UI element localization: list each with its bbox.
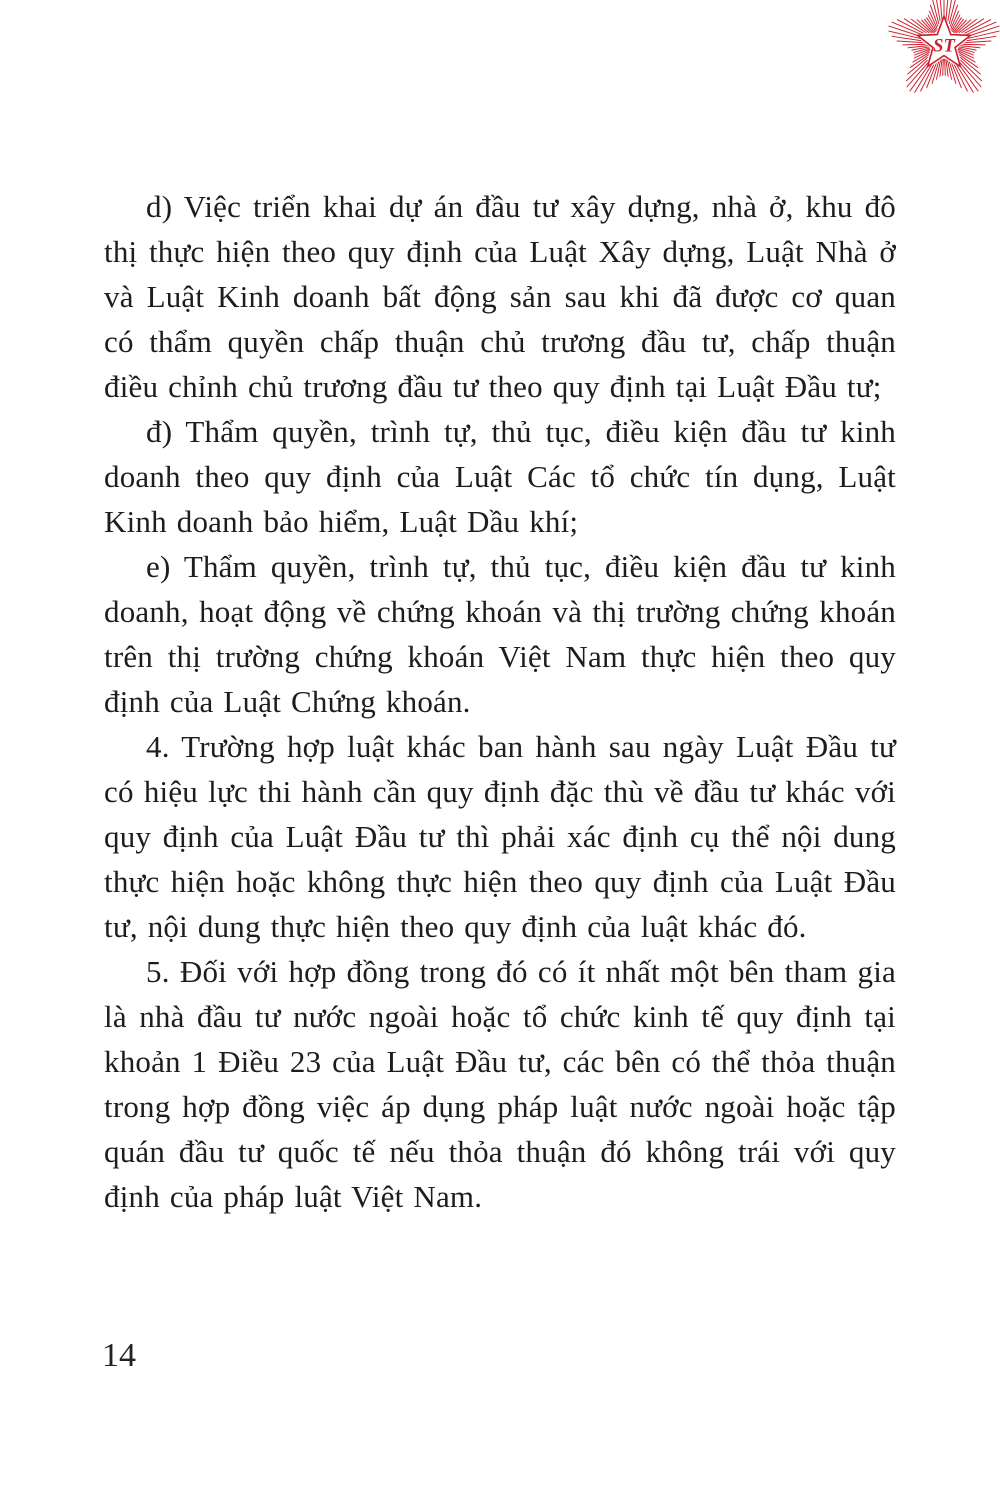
- body-text: [104, 184, 896, 1219]
- paragraph: e) Thẩm quyền, trình tự, thủ tục, điều kiện đầu tư kinh doanh, hoạt động về chứng khoán và thị trường chứng khoán trên thị trường chứng khoán Việt Nam thực hiện theo quy định của Luật Chứng khoán.: [104, 549, 896, 719]
- publisher-star-logo-icon: [886, 0, 1000, 102]
- paragraph: 5. Đối với hợp đồng trong đó có ít nhất một bên tham gia là nhà đầu tư nước ngoài hoặc tổ chức kinh tế quy định tại khoản 1 Điều 23 của Luật Đầu tư, các bên có thể thỏa thuận trong hợp đồng việc áp dụng pháp luật nước ngoài hoặc tập quán đầu tư quốc tế nếu thỏa thuận đó không trái với quy định của pháp luật Việt Nam.: [104, 954, 896, 1214]
- page-number: 14: [102, 1337, 136, 1374]
- paragraph: 4. Trường hợp luật khác ban hành sau ngày Luật Đầu tư có hiệu lực thi hành cần quy định đặc thù về đầu tư khác với quy định của Luật Đầu tư thì phải xác định cụ thể nội dung thực hiện hoặc không thực hiện theo quy định của Luật Đầu tư, nội dung thực hiện theo quy định của luật khác đó.: [104, 729, 896, 944]
- paragraph: d) Việc triển khai dự án đầu tư xây dựng, nhà ở, khu đô thị thực hiện theo quy định của Luật Xây dựng, Luật Nhà ở và Luật Kinh doanh bất động sản sau khi đã được cơ quan có thẩm quyền chấp thuận chủ trương đầu tư, chấp thuận điều chỉnh chủ trương đầu tư theo quy định tại Luật Đầu tư;: [104, 189, 896, 404]
- paragraph: đ) Thẩm quyền, trình tự, thủ tục, điều kiện đầu tư kinh doanh theo quy định của Luật Các tổ chức tín dụng, Luật Kinh doanh bảo hiểm, Luật Dầu khí;: [104, 414, 896, 539]
- logo-monogram: ST: [933, 35, 955, 57]
